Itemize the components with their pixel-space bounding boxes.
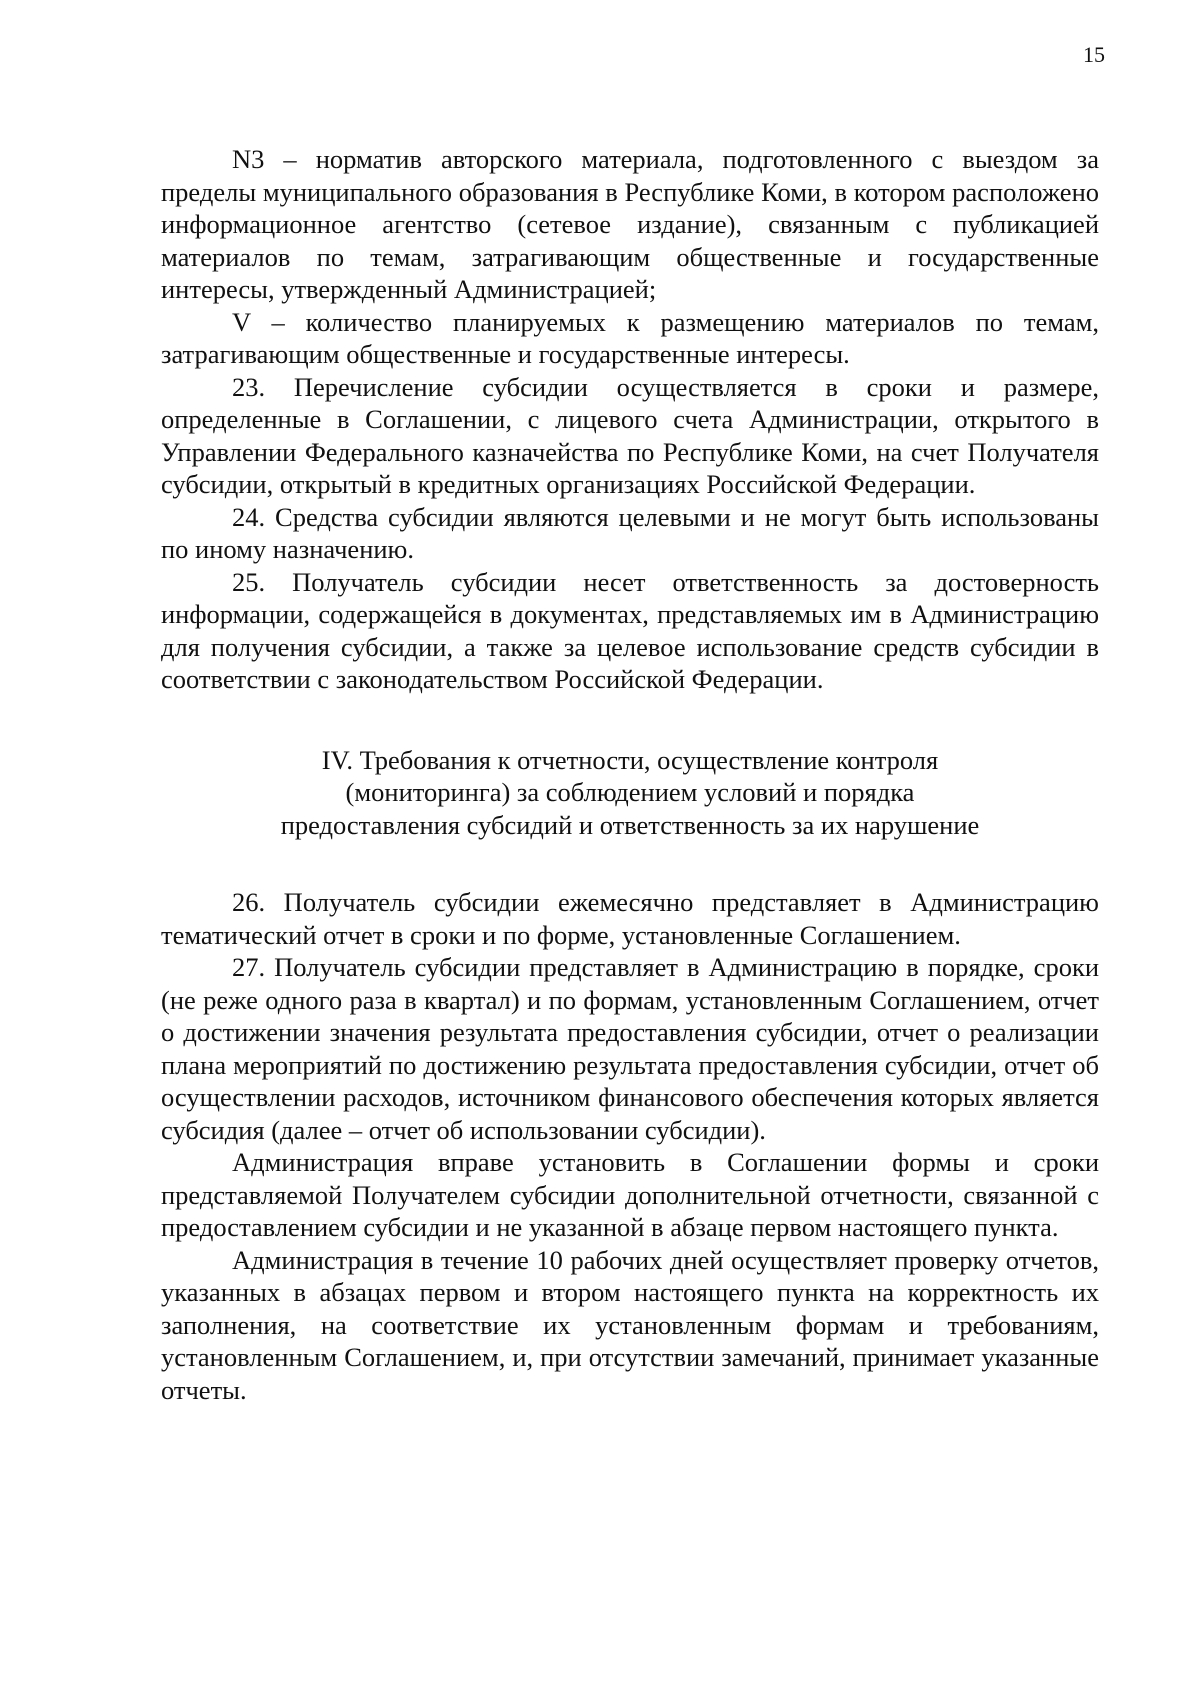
paragraph-27-additional-reporting: Администрация вправе установить в Соглашении формы и сроки представляемой Получателем субсидии дополнительной отчетности, связанной с предоставлением субсидии и не указанной в абзаце первом настоящего пункта. [161,1147,1099,1242]
paragraph-25: 25. Получатель субсидии несет ответственность за достоверность информации, содержащейся в документах, представляемых им в Администрацию для получения субсидии, а также за целевое использование средств субсидии в соответствии с законодательством Российской Федерации. [161,566,1099,694]
section-heading-line: IV. Требования к отчетности, осуществление контроля [321,744,939,775]
section-heading [161,744,1099,842]
paragraph-n3-definition: N3 – норматив авторского материала, подготовленного с выездом за пределы муниципального образования в Республике Коми, в котором расположено информационное агентство (сетевое издание), связанным с публикацией материалов по темам, затрагивающим общественные и государственные интересы, утвержденный Администрацией; [161,144,1099,304]
document-body [161,143,1099,1406]
section-heading-line: предоставления субсидий и ответственность за их нарушение [280,809,980,840]
paragraph-26: 26. Получатель субсидии ежемесячно представляет в Администрацию тематический отчет в сроки и по форме, установленные Соглашением. [161,887,1099,950]
paragraph-23: 23. Перечисление субсидии осуществляется в сроки и размере, определенные в Соглашении, с лицевого счета Администрации, открытого в Управлении Федерального казначейства по Республике Коми, на счет Получателя субсидии, открытый в кредитных организациях Российской Федерации. [161,371,1099,499]
paragraph-24: 24. Средства субсидии являются целевыми и не могут быть использованы по иному назначению. [161,501,1099,564]
paragraph-v-definition: V – количество планируемых к размещению материалов по темам, затрагивающим общественные и государственные интересы. [161,306,1099,369]
page-number: 15 [1083,42,1105,67]
paragraph-27-report-verification: Администрация в течение 10 рабочих дней осуществляет проверку отчетов, указанных в абзацах первом и втором настоящего пункта на корректность их заполнения, на соответствие их установленным формам и требованиям, установленным Соглашением, и, при отсутствии замечаний, принимает указанные отчеты. [161,1244,1099,1405]
paragraph-27: 27. Получатель субсидии представляет в Администрацию в порядке, сроки (не реже одного раза в квартал) и по формам, установленным Соглашением, отчет о достижении значения результата предоставления субсидии, отчет о реализации плана мероприятий по достижению результата предоставления субсидии, отчет об осуществлении расходов, источником финансового обеспечения которых является субсидия (далее – отчет об использовании субсидии). [161,952,1099,1145]
section-heading-line: (мониторинга) за соблюдением условий и порядка [345,777,915,807]
